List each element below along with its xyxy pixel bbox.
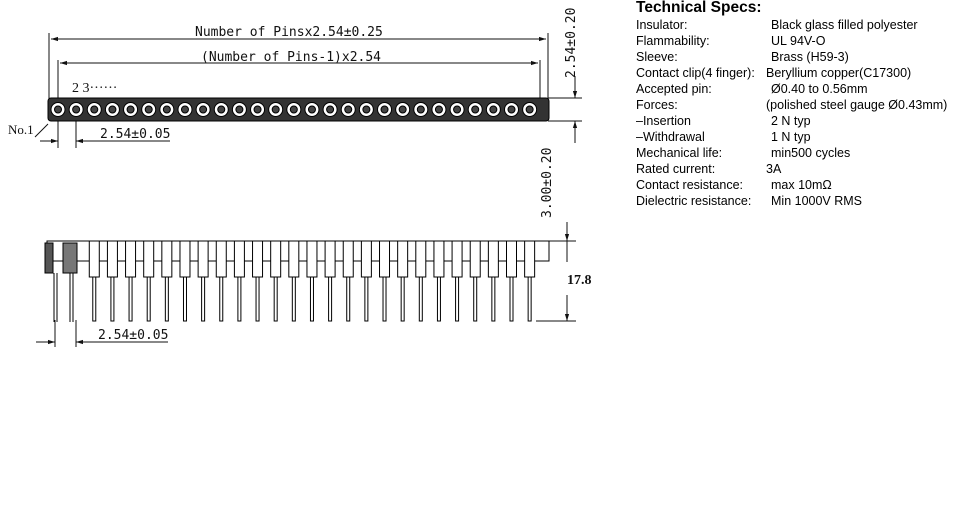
side-pin-tail [329,277,332,321]
spec-value: 1 N typ [771,130,811,144]
side-pin-tail [202,277,205,321]
side-pin-body [361,241,371,277]
side-pin-body [89,241,99,277]
side-pin-tail [365,277,368,321]
side-pin-body [271,241,281,277]
spec-key: Flammability: [636,34,710,48]
pin-hole-center [200,106,207,113]
pin-hole-center [399,106,406,113]
spec-row [636,49,956,65]
side-pin-body [507,241,517,277]
side-pin-body [325,241,335,277]
pin-hole-center [55,106,62,113]
spec-key: Contact clip(4 finger): [636,66,755,80]
pin-hole-center [490,106,497,113]
side-pin-body [307,241,317,277]
spec-key: Forces: [636,98,678,112]
side-pin-tail [528,277,531,321]
side-pin-body [452,241,462,277]
side-pin-body [416,241,426,277]
pin-hole-center [127,106,134,113]
pin-numbers-label: 2 3······ [72,81,118,96]
side-pin-body [398,241,408,277]
dim-total-label: Number of Pinsx2.54±0.25 [195,25,383,40]
side-pin-body [488,241,498,277]
pin-hole-center [181,106,188,113]
side-pin-tail [129,277,132,321]
spec-row [636,81,956,97]
spec-value: Min 1000V RMS [771,194,863,208]
pin-hole-center [417,106,424,113]
pin-hole-center [145,106,152,113]
spec-value: (polished steel gauge Ø0.43mm) [766,98,948,112]
pin-hole-center [526,106,533,113]
side-pin-tail [347,277,350,321]
pin-hole-center [327,106,334,113]
side-pin-body [198,241,208,277]
side-pin-tail [274,277,277,321]
side-pin-tail [437,277,440,321]
pin-hole-center [254,106,261,113]
side-pin-tail [93,277,96,321]
pin-hole-center [218,106,225,113]
dim-inner-label: (Number of Pins-1)x2.54 [201,50,382,65]
spec-row [636,177,956,193]
spec-key: Mechanical life: [636,146,723,160]
side-pin-tail [401,277,404,321]
side-pin-body [470,241,480,277]
side-pin-tail [510,277,513,321]
pin-hole-center [435,106,442,113]
spec-key: Rated current: [636,162,716,176]
technical-specs [636,0,956,209]
spec-value: Brass (H59-3) [771,50,849,64]
spec-key: Dielectric resistance: [636,194,752,208]
pin-hole-center [236,106,243,113]
pin-hole-center [91,106,98,113]
spec-row [636,193,956,209]
pin-hole-center [272,106,279,113]
spec-row [636,65,956,81]
side-pin-tail [310,277,313,321]
spec-row [636,97,956,113]
length-label: 17.8 [567,273,592,288]
side-pin-body [380,241,390,277]
side-pin-tail [238,277,241,321]
side-pin-body [162,241,172,277]
specs-list [636,17,956,209]
side-pin-tail [474,277,477,321]
spec-value: Beryllium copper(C17300) [766,66,912,80]
side-pin-tail [419,277,422,321]
pin-hole-center [345,106,352,113]
spec-value: UL 94V-O [771,34,826,48]
spec-row [636,17,956,33]
side-pin-body [253,241,263,277]
spec-key: Accepted pin: [636,82,712,96]
side-pin-tail [456,277,459,321]
side-pin-tail [165,277,168,321]
pin-hole-center [308,106,315,113]
side-pin-tail [220,277,223,321]
side-pin-tail [147,277,150,321]
side-pin-tail [256,277,259,321]
spec-row [636,113,956,129]
pin-hole-center [109,106,116,113]
spec-value: 2 N typ [771,114,811,128]
side-pin-tail [183,277,186,321]
side-pin-body [107,241,117,277]
pin-hole-center [290,106,297,113]
pin-hole-center [73,106,80,113]
spec-value: Black glass filled polyester [771,18,918,32]
side-pin-body [525,241,535,277]
pin-hole-center [454,106,461,113]
side-pin-body [234,241,244,277]
pin-hole-center [163,106,170,113]
side-pin-body [180,241,190,277]
side-pin-tail [292,277,295,321]
side-pin-body [216,241,226,277]
pitch-top-label: 2.54±0.05 [100,127,171,142]
spec-key: Insulator: [636,18,688,32]
spec-value: 3A [766,162,782,176]
side-pin-body [126,241,136,277]
spec-key: Contact resistance: [636,178,743,192]
pin-hole-center [472,106,479,113]
side-pin-body [144,241,154,277]
specs-title: Technical Specs: [636,0,762,16]
spec-value: min500 cycles [771,146,851,160]
spec-row [636,161,956,177]
side-pin-tail [111,277,114,321]
pin-hole-center [363,106,370,113]
side-pin-body [434,241,444,277]
pin-hole-center [381,106,388,113]
side-pin-tail [492,277,495,321]
pitch-bottom-label: 2.54±0.05 [98,328,169,343]
spec-key: –Insertion [636,114,691,128]
spec-row [636,33,956,49]
pin1-label: No.1 [8,122,34,137]
side-pin-tail [383,277,386,321]
spec-value: Ø0.40 to 0.56mm [771,82,868,96]
spec-row [636,129,956,145]
spec-key: –Withdrawal [636,130,705,144]
pin-hole-center [508,106,515,113]
spec-row [636,145,956,161]
height-side-label: 3.00±0.20 [540,147,555,218]
spec-key: Sleeve: [636,50,678,64]
height-top-label: 2.54±0.20 [564,7,579,78]
side-pin-body [343,241,353,277]
side-pin-body [289,241,299,277]
spec-value: max 10mΩ [771,178,832,192]
